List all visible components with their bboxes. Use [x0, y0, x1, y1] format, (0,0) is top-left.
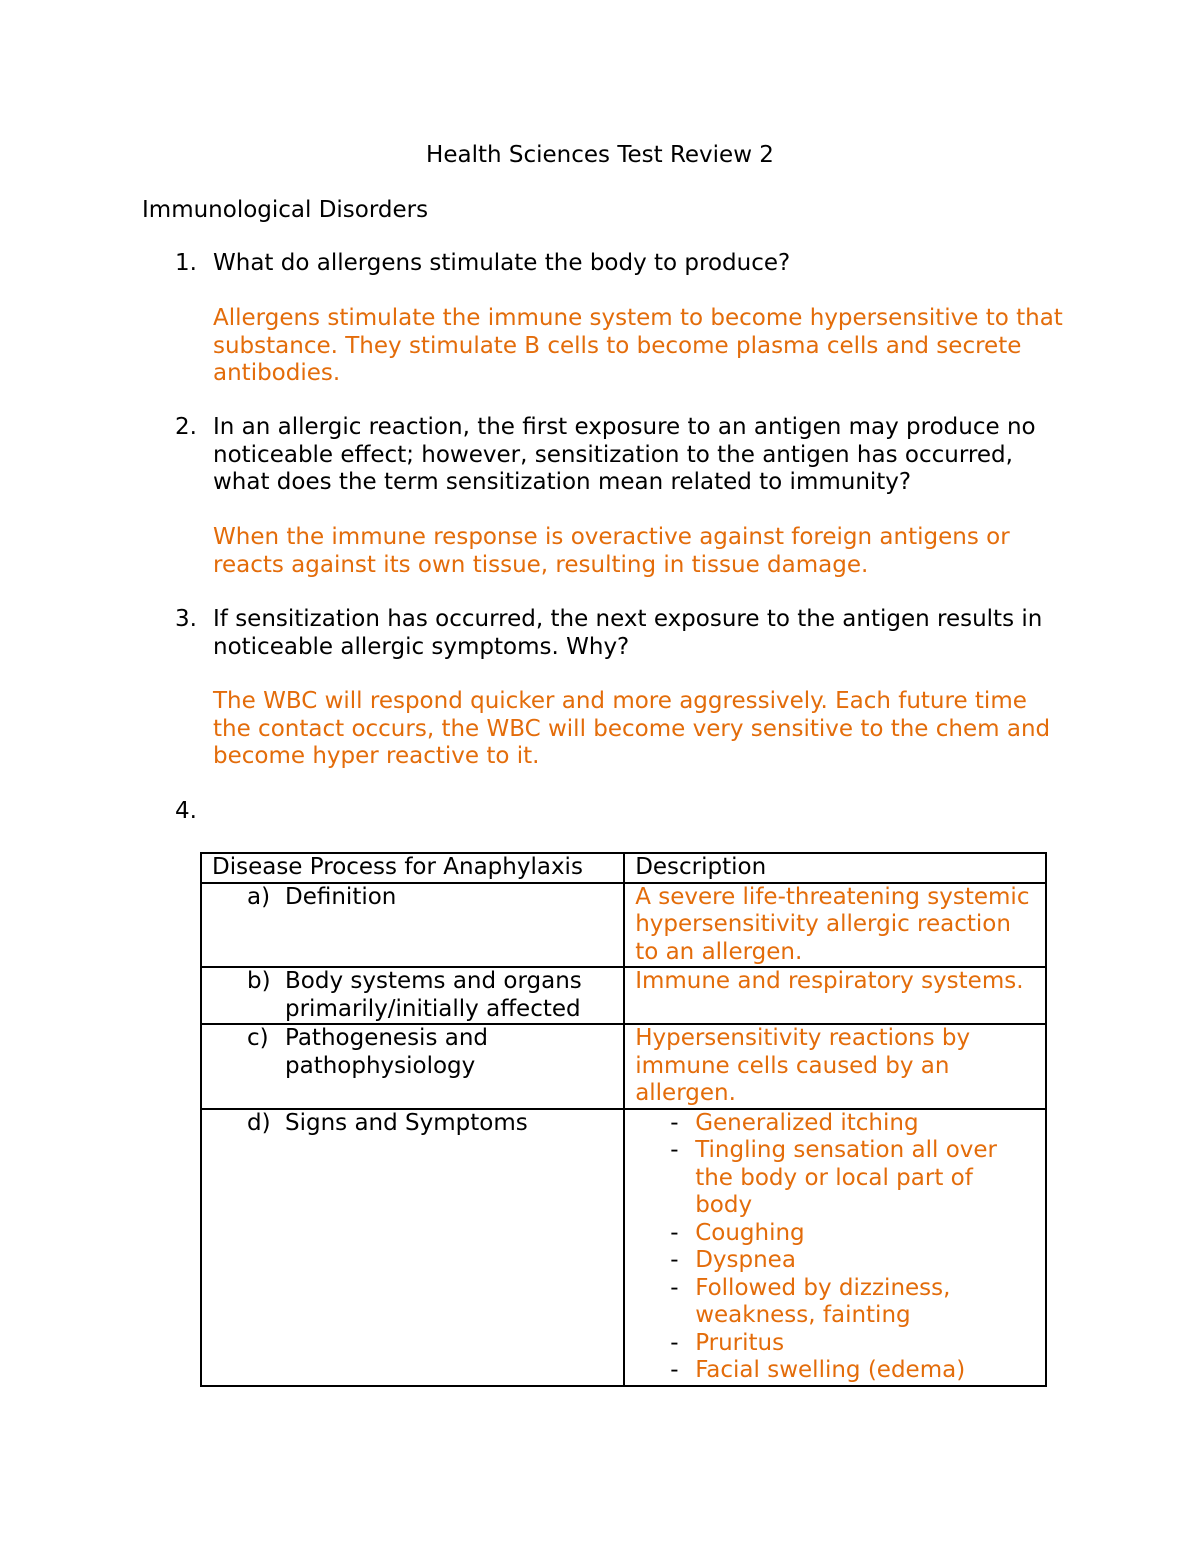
- answer-1: Allergens stimulate the immune system to become hypersensitive to that substance. They stimulate B cells to become plasma cells and secrete antibodies.: [213, 305, 1063, 386]
- list-item: [635, 1275, 1035, 1330]
- table-row: [201, 883, 1046, 968]
- list-item: [635, 1137, 1035, 1220]
- row-label-cell: [201, 1024, 624, 1109]
- row-label-cell: [201, 967, 624, 1024]
- question-text: In an allergic reaction, the first exposure to an antigen may produce no noticeable effect; however, sensitization to the antigen has occurred, what does the term sensitization mean related to immunity?: [213, 414, 1036, 495]
- list-item: [635, 1247, 1035, 1275]
- question-number: 2.: [175, 414, 197, 440]
- list-item: [635, 1220, 1035, 1248]
- question-number: 4.: [175, 798, 197, 824]
- table-row: [201, 1109, 1046, 1386]
- row-letter: d): [247, 1109, 271, 1136]
- symptom-text: Pruritus: [695, 1329, 785, 1356]
- bullet-dash: -: [670, 1219, 679, 1246]
- bullet-dash: -: [670, 1274, 679, 1301]
- bullet-dash: -: [670, 1109, 679, 1136]
- row-label: [212, 1110, 613, 1138]
- question-text: What do allergens stimulate the body to produce?: [213, 250, 791, 276]
- table-row: [201, 1024, 1046, 1109]
- symptom-text: Coughing: [695, 1219, 805, 1246]
- row-description: Immune and respiratory systems.: [624, 967, 1046, 1024]
- anaphylaxis-table: [200, 852, 1047, 1387]
- row-label-text: Definition: [285, 883, 397, 910]
- list-item: [635, 1357, 1035, 1385]
- symptom-text: Tingling sensation all over the body or local part of body: [695, 1137, 997, 1218]
- list-item: [635, 1110, 1035, 1138]
- answer-2: When the immune response is overactive against foreign antigens or reacts against its own tissue, resulting in tissue damage.: [213, 524, 1010, 578]
- bullet-dash: -: [670, 1247, 679, 1273]
- row-label-cell: [201, 883, 624, 968]
- row-label: [212, 884, 613, 912]
- row-label-text: Pathogenesis and pathophysiology: [285, 1025, 489, 1079]
- list-item: [635, 1330, 1035, 1358]
- question-number: 3.: [175, 606, 197, 632]
- row-letter: a): [247, 883, 271, 910]
- row-label: [212, 1025, 613, 1080]
- table-header-row: [201, 853, 1046, 883]
- section-heading: Immunological Disorders: [142, 197, 429, 223]
- question-number: 1.: [175, 250, 197, 276]
- question-text: If sensitization has occurred, the next exposure to the antigen results in noticeable allergic symptoms. Why?: [213, 606, 1043, 660]
- row-description: A severe life-threatening systemic hypersensitivity allergic reaction to an allergen.: [624, 883, 1046, 968]
- bullet-dash: -: [670, 1329, 679, 1356]
- symptom-text: Dyspnea: [695, 1247, 796, 1273]
- symptoms-list: [635, 1110, 1035, 1385]
- symptom-text: Followed by dizziness, weakness, fainting: [695, 1274, 951, 1328]
- row-label-text: Body systems and organs primarily/initially affected: [285, 968, 582, 1022]
- row-label-text: Signs and Symptoms: [285, 1109, 528, 1136]
- row-letter: c): [247, 1025, 269, 1051]
- row-description: Hypersensitivity reactions by immune cells caused by an allergen.: [624, 1024, 1046, 1109]
- row-label: [212, 968, 613, 1023]
- document-title: Health Sciences Test Review 2: [426, 142, 774, 168]
- symptom-text: Generalized itching: [695, 1109, 919, 1136]
- bullet-dash: -: [670, 1137, 679, 1163]
- answer-3: The WBC will respond quicker and more aggressively. Each future time the contact occurs, the WBC will become very sensitive to the chem and become hyper reactive to it.: [213, 688, 1051, 769]
- table-row: [201, 967, 1046, 1024]
- symptoms-cell: [624, 1109, 1046, 1386]
- symptom-text: Facial swelling (edema): [695, 1357, 966, 1383]
- header-description: Description: [624, 853, 1046, 883]
- row-letter: b): [247, 968, 271, 994]
- row-label-cell: [201, 1109, 624, 1386]
- header-disease-process: Disease Process for Anaphylaxis: [201, 853, 624, 883]
- bullet-dash: -: [670, 1357, 679, 1383]
